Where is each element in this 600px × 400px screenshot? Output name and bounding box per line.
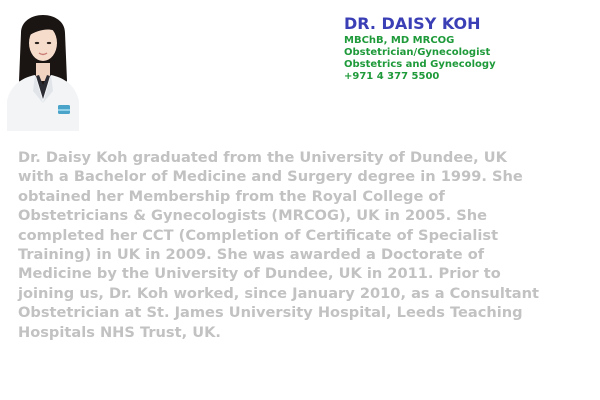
bio-line: Obstetricians & Gynecologists (MRCOG), UK in 2005. She: [18, 207, 487, 225]
doctor-department: Obstetrics and Gynecology: [344, 59, 496, 70]
doctor-qualifications: MBChB, MD MRCOG: [344, 35, 455, 46]
doctor-portrait: [3, 3, 83, 131]
portrait-eye-left: [35, 42, 39, 44]
bio-line: Training) in UK in 2009. She was awarded a Doctorate of: [18, 246, 485, 264]
bio-line: with a Bachelor of Medicine and Surgery degree in 1999. She: [18, 168, 523, 186]
portrait-eye-right: [47, 42, 51, 44]
bio-line: Medicine by the University of Dundee, UK in 2011. Prior to: [18, 265, 501, 283]
bio-line: Obstetrician at St. James University Hospital, Leeds Teaching: [18, 304, 523, 322]
doctor-info: [344, 14, 496, 83]
doctor-name: DR. DAISY KOH: [344, 14, 481, 33]
portrait-badge-stripe: [58, 109, 70, 111]
bio-line: Hospitals NHS Trust, UK.: [18, 323, 221, 341]
doctor-phone: +971 4 377 5500: [344, 71, 440, 82]
bio-line: Dr. Daisy Koh graduated from the University of Dundee, UK: [18, 149, 507, 166]
bio-line: completed her CCT (Completion of Certificate of Specialist: [18, 226, 499, 244]
bio-line: joining us, Dr. Koh worked, since January 2010, as a Consultant: [18, 284, 540, 302]
doctor-bio: [18, 148, 598, 342]
bio-line: obtained her Membership from the Royal College of: [18, 187, 445, 205]
doctor-title: Obstetrician/Gynecologist: [344, 47, 491, 58]
